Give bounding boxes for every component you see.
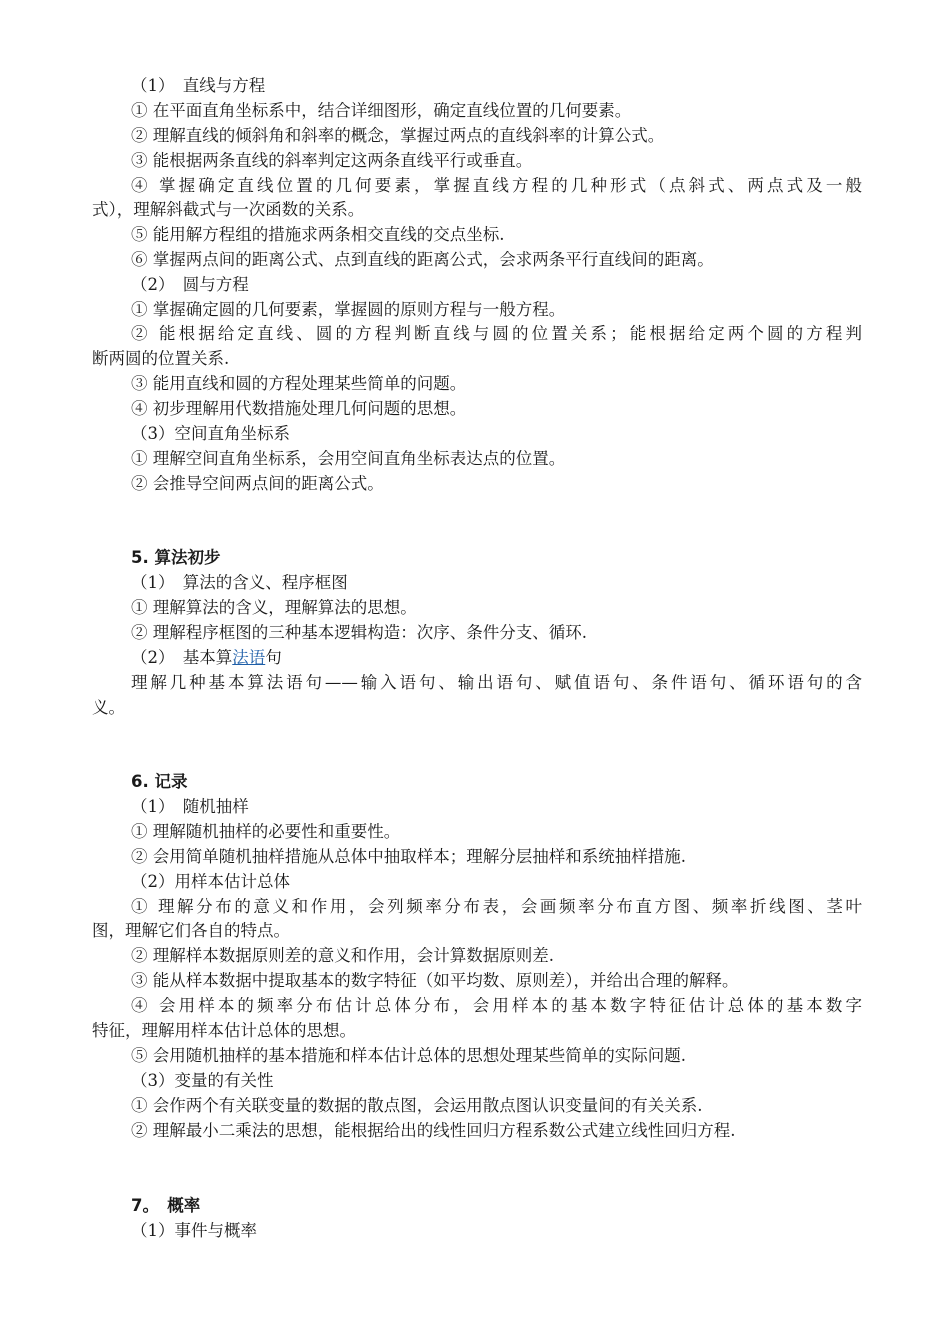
list-item: ③ 能从样本数据中提取基本的数字特征（如平均数、原则差），并给出合理的解释。 xyxy=(131,971,739,990)
paragraph-continuation: 义。 xyxy=(92,698,125,717)
section-heading: 5. 算法初步 xyxy=(131,548,221,567)
list-item: ① 理解分布的意义和作用，会列频率分布表，会画频率分布直方图、频率折线图、茎叶 xyxy=(131,897,862,916)
subsection-title: （3）变量的有关性 xyxy=(131,1071,274,1090)
text-after-link: 句 xyxy=(265,648,282,667)
list-item: ② 能根据给定直线、圆的方程判断直线与圆的位置关系；能根据给定两个圆的方程判 xyxy=(131,324,862,343)
list-item: ④ 掌握确定直线位置的几何要素，掌握直线方程的几种形式（点斜式、两点式及一般 xyxy=(131,176,862,195)
list-item: ① 在平面直角坐标系中，结合详细图形，确定直线位置的几何要素。 xyxy=(131,101,632,120)
list-item: ① 会作两个有关联变量的数据的散点图，会运用散点图认识变量间的有关关系. xyxy=(131,1096,703,1115)
list-item: ② 会用简单随机抽样措施从总体中抽取样本；理解分层抽样和系统抽样措施. xyxy=(131,847,686,866)
subsection-title: （1） 直线与方程 xyxy=(131,76,266,95)
list-item-continuation: 式），理解斜截式与一次函数的关系。 xyxy=(92,200,365,219)
subsection-title: （1）事件与概率 xyxy=(131,1221,257,1240)
list-item: ① 理解随机抽样的必要性和重要性。 xyxy=(131,822,401,841)
list-item: ⑤ 会用随机抽样的基本措施和样本估计总体的思想处理某些简单的实际问题. xyxy=(131,1046,686,1065)
subsection-title: （1） 随机抽样 xyxy=(131,797,249,816)
hyperlink[interactable]: 法语 xyxy=(232,648,266,667)
list-item: ② 理解直线的倾斜角和斜率的概念，掌握过两点的直线斜率的计算公式。 xyxy=(131,126,665,145)
subsection-title: （3）空间直角坐标系 xyxy=(131,424,290,443)
section-heading: 6. 记录 xyxy=(131,772,188,791)
subsection-title: （2） 圆与方程 xyxy=(131,275,249,294)
list-item: ① 掌握确定圆的几何要素，掌握圆的原则方程与一般方程。 xyxy=(131,300,566,319)
list-item: ③ 能根据两条直线的斜率判定这两条直线平行或垂直。 xyxy=(131,151,533,170)
list-item-continuation: 图，理解它们各自的特点。 xyxy=(92,921,290,940)
subsection-title: （2）用样本估计总体 xyxy=(131,872,290,891)
subsection-title: （1） 算法的含义、程序框图 xyxy=(131,573,348,592)
list-item: ① 理解算法的含义，理解算法的思想。 xyxy=(131,598,417,617)
list-item: ④ 会用样本的频率分布估计总体分布，会用样本的基本数字特征估计总体的基本数字 xyxy=(131,996,862,1015)
list-item-continuation: 特征，理解用样本估计总体的思想。 xyxy=(92,1021,356,1040)
list-item: ⑤ 能用解方程组的措施求两条相交直线的交点坐标. xyxy=(131,225,505,244)
paragraph: 理解几种基本算法语句——输入语句、输出语句、赋值语句、条件语句、循环语句的含 xyxy=(131,673,862,692)
list-item: ② 理解程序框图的三种基本逻辑构造：次序、条件分支、循环. xyxy=(131,623,587,642)
list-item-continuation: 断两圆的位置关系. xyxy=(92,349,230,368)
subsection-title xyxy=(92,646,862,671)
section-heading: 7。 概率 xyxy=(131,1196,201,1215)
text-before-link: （2） 基本算 xyxy=(131,648,233,667)
list-item: ② 会推导空间两点间的距离公式。 xyxy=(131,474,384,493)
list-item: ② 理解最小二乘法的思想，能根据给出的线性回归方程系数公式建立线性回归方程. xyxy=(131,1121,736,1140)
list-item: ④ 初步理解用代数措施处理几何问题的思想。 xyxy=(131,399,467,418)
list-item: ① 理解空间直角坐标系，会用空间直角坐标表达点的位置。 xyxy=(131,449,566,468)
list-item: ② 理解样本数据原则差的意义和作用，会计算数据原则差. xyxy=(131,946,554,965)
list-item: ⑥ 掌握两点间的距离公式、点到直线的距离公式，会求两条平行直线间的距离。 xyxy=(131,250,714,269)
list-item: ③ 能用直线和圆的方程处理某些简单的问题。 xyxy=(131,374,467,393)
